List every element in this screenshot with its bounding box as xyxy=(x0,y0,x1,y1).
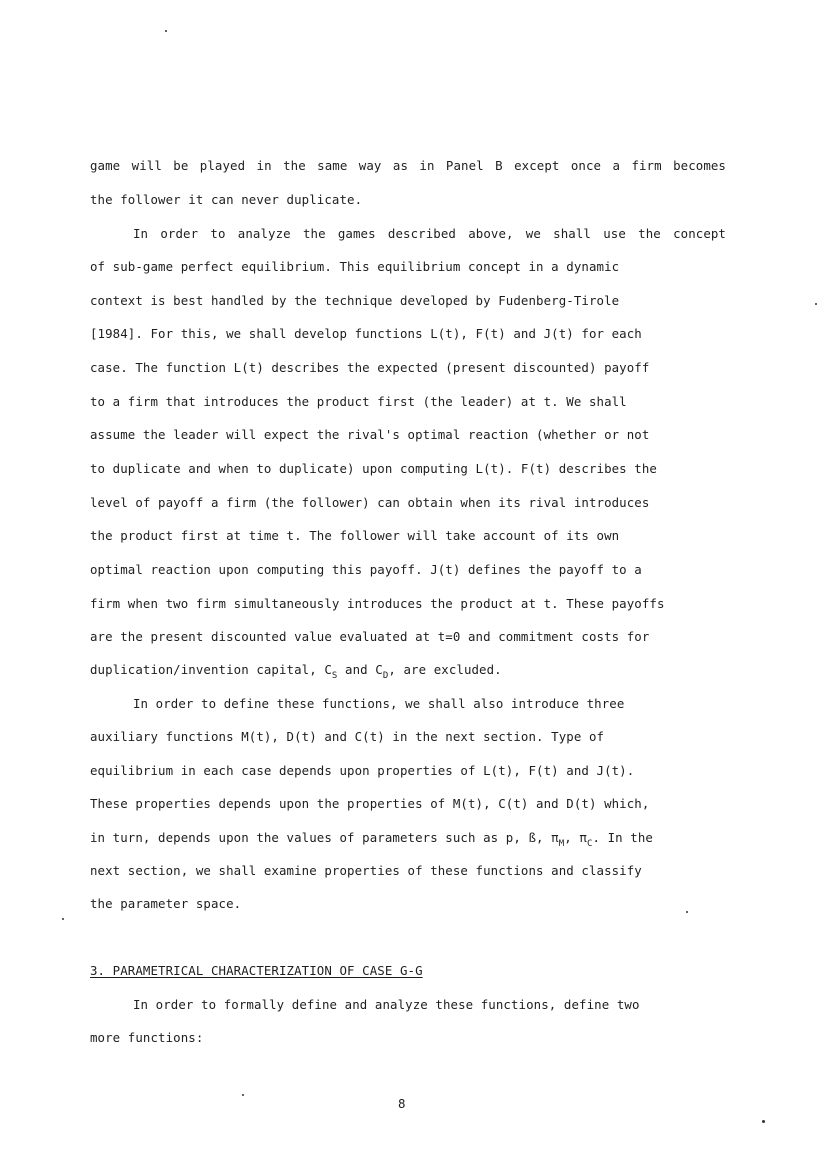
text-fragment: duplication/invention capital, C xyxy=(90,662,332,677)
text-line: of sub-game perfect equilibrium. This equilibrium concept in a dynamic xyxy=(90,259,620,274)
scan-speck xyxy=(815,303,817,305)
text-line: game will be played in the same way as in Panel B except once a firm becomes xyxy=(90,158,726,173)
text-line: These properties depends upon the properties of M(t), C(t) and D(t) which, xyxy=(90,796,650,811)
page-number: 8 xyxy=(398,1096,406,1111)
scan-speck xyxy=(62,918,64,920)
subscript: C xyxy=(586,839,593,849)
text-line: context is best handled by the technique developed by Fudenberg-Tirole xyxy=(90,293,620,308)
text-fragment: , π xyxy=(564,830,587,845)
text-line: optimal reaction upon computing this payoff. J(t) defines the payoff to a xyxy=(90,562,642,577)
text-line: next section, we shall examine properties of these functions and classify xyxy=(90,863,642,878)
text-fragment: . In the xyxy=(592,830,653,845)
text-line: level of payoff a firm (the follower) can obtain when its rival introduces xyxy=(90,495,650,510)
text-line: case. The function L(t) describes the expected (present discounted) payoff xyxy=(90,360,650,375)
text-line: to a firm that introduces the product first (the leader) at t. We shall xyxy=(90,394,627,409)
scan-speck xyxy=(165,30,167,32)
text-line: more functions: xyxy=(90,1030,204,1045)
text-line: assume the leader will expect the rival's optimal reaction (whether or not xyxy=(90,427,650,442)
scan-speck xyxy=(242,1094,244,1096)
text-line: In order to define these functions, we shall also introduce three xyxy=(133,696,625,711)
text-line-with-subscripts xyxy=(90,830,653,848)
subscript: S xyxy=(331,671,338,681)
subscript: D xyxy=(382,671,389,681)
text-line-with-subscripts xyxy=(90,662,502,680)
scan-speck xyxy=(686,911,688,913)
text-line: the parameter space. xyxy=(90,896,242,911)
text-fragment: and C xyxy=(337,662,383,677)
section-heading: 3. PARAMETRICAL CHARACTERIZATION OF CASE G-G xyxy=(90,963,423,978)
text-line: firm when two firm simultaneously introduces the product at t. These payoffs xyxy=(90,596,665,611)
text-line: In order to formally define and analyze these functions, define two xyxy=(133,997,640,1012)
text-line: the product first at time t. The follower will take account of its own xyxy=(90,528,620,543)
scan-speck xyxy=(762,1120,765,1123)
text-fragment: , are excluded. xyxy=(388,662,502,677)
text-line: In order to analyze the games described above, we shall use the concept xyxy=(133,226,726,241)
text-line: are the present discounted value evaluated at t=0 and commitment costs for xyxy=(90,629,650,644)
text-line: the follower it can never duplicate. xyxy=(90,192,363,207)
text-line: equilibrium in each case depends upon properties of L(t), F(t) and J(t). xyxy=(90,763,635,778)
subscript: M xyxy=(558,839,565,849)
text-fragment: in turn, depends upon the values of parameters such as p, ß, π xyxy=(90,830,559,845)
text-line: [1984]. For this, we shall develop functions L(t), F(t) and J(t) for each xyxy=(90,326,642,341)
text-line: to duplicate and when to duplicate) upon computing L(t). F(t) describes the xyxy=(90,461,657,476)
text-line: auxiliary functions M(t), D(t) and C(t) in the next section. Type of xyxy=(90,729,605,744)
